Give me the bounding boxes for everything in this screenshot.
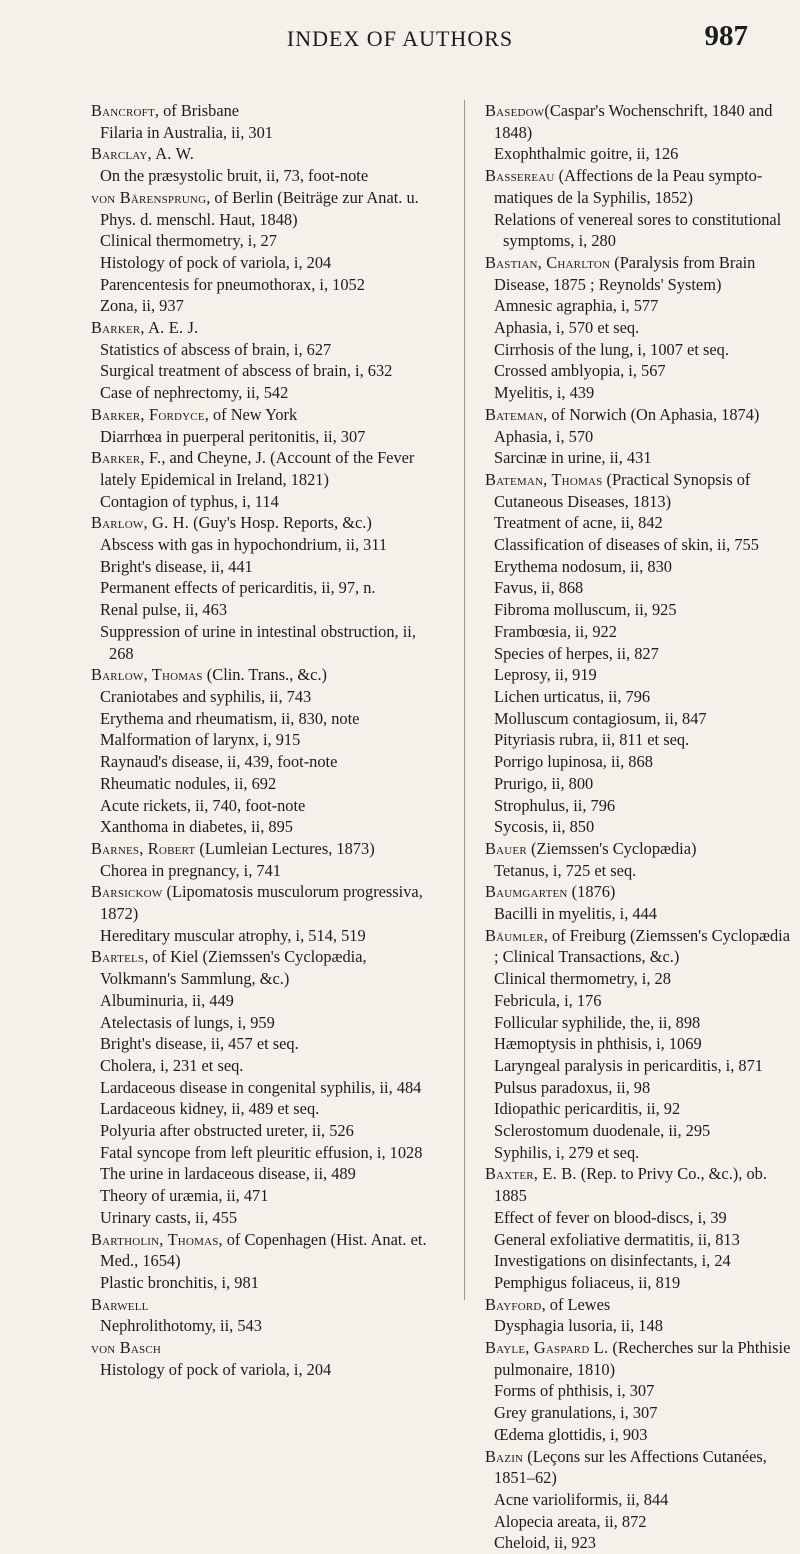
reference-line: Acne varioliformis, ii, 844 xyxy=(494,1490,669,1509)
right-column xyxy=(476,100,794,1554)
reference-line: Exophthalmic goitre, ii, 126 xyxy=(494,144,679,164)
author-name: von Bärensprung xyxy=(91,187,207,207)
author-name: Bassereau xyxy=(485,166,555,186)
reference-line: Erythema and rheumatism, ii, 830, note xyxy=(100,708,360,728)
reference-line: Malformation of larynx, i, 915 xyxy=(100,730,301,750)
author-name: Barker, A. E. J. xyxy=(91,318,199,338)
author-note: , of Norwich (On Aphasia, 1874) xyxy=(543,404,760,424)
author-name: Barker, F. xyxy=(91,448,162,468)
author-note: , and Cheyne, J. (Account of the Fever lately Epidemical in Ireland, 1821) xyxy=(100,448,415,489)
reference-line: Atelectasis of lungs, i, 959 xyxy=(100,1012,275,1032)
reference-line: Filaria in Australia, ii, 301 xyxy=(100,122,273,142)
reference-line: Permanent effects of pericarditis, ii, 97, n. xyxy=(100,578,376,598)
author-note: (Guy's Hosp. Reports, &c.) xyxy=(189,513,372,533)
index-entry xyxy=(476,1294,794,1337)
reference-line: Pityriasis rubra, ii, 811 et seq. xyxy=(494,730,690,750)
reference-line: Sarcinæ in urine, ii, 431 xyxy=(494,448,652,468)
reference-line: Case of nephrectomy, ii, 542 xyxy=(100,383,289,403)
author-name: Basedow xyxy=(485,101,545,120)
reference-line: The urine in lardaceous disease, ii, 489 xyxy=(100,1164,356,1184)
entry-heading xyxy=(476,252,794,295)
author-note: , of Freiburg (Ziemssen's Cyclopædia ; Clinical Transactions, &c.) xyxy=(494,925,790,967)
reference-line: Clinical thermometry, i, 27 xyxy=(100,231,277,251)
entry-heading xyxy=(476,404,794,426)
entry-heading xyxy=(476,1294,794,1316)
entry-heading xyxy=(476,925,794,968)
entry-heading xyxy=(476,469,794,512)
reference-line: Polyuria after obstructed ureter, ii, 526 xyxy=(100,1121,354,1141)
reference-line: Plastic bronchitis, i, 981 xyxy=(100,1272,259,1292)
author-note: (Clin. Trans., &c.) xyxy=(202,665,328,685)
entry-heading xyxy=(82,187,427,230)
index-entry xyxy=(82,838,427,881)
index-entry xyxy=(82,143,427,186)
reference-line: Lardaceous disease in congenital syphilis, ii, 484 xyxy=(100,1077,422,1097)
index-entry xyxy=(82,404,427,447)
reference-line: Contagion of typhus, i, 114 xyxy=(100,491,279,511)
reference-line: Investigations on disinfectants, i, 24 xyxy=(494,1251,731,1271)
entry-heading xyxy=(82,664,427,686)
author-note: , of Brisbane xyxy=(154,101,240,120)
reference-line: Strophulus, ii, 796 xyxy=(494,795,616,815)
reference-line: Relations of venereal sores to constitutional symptoms, i, 280 xyxy=(494,209,782,251)
entry-heading xyxy=(82,447,427,490)
reference-line: Œdema glottidis, i, 903 xyxy=(494,1424,648,1444)
reference-line: Frambœsia, ii, 922 xyxy=(494,621,617,641)
reference-line: Albuminuria, ii, 449 xyxy=(100,990,234,1010)
reference-line: Porrigo lupinosa, ii, 868 xyxy=(494,752,653,772)
author-name: Bauer xyxy=(485,838,527,858)
reference-line: Pulsus paradoxus, ii, 98 xyxy=(494,1077,651,1097)
reference-line: Fatal syncope from left pleuritic effusion, i, 1028 xyxy=(100,1142,423,1162)
reference-line: Syphilis, i, 279 et seq. xyxy=(494,1142,640,1162)
author-name: Bäumler xyxy=(485,925,544,945)
reference-line: Erythema nodosum, ii, 830 xyxy=(494,556,673,576)
left-column xyxy=(82,100,427,1380)
entry-heading xyxy=(476,838,794,860)
entry-heading xyxy=(476,1446,794,1489)
reference-line: Tetanus, i, 725 et seq. xyxy=(494,860,637,880)
index-entry xyxy=(82,664,427,838)
author-note: (Caspar's Wochenschrift, 1840 and 1848) xyxy=(494,101,773,142)
reference-line: Raynaud's disease, ii, 439, foot-note xyxy=(100,752,338,772)
reference-line: Cholera, i, 231 et seq. xyxy=(100,1055,244,1075)
reference-line: Treatment of acne, ii, 842 xyxy=(494,513,663,533)
reference-line: Parencentesis for pneumothorax, i, 1052 xyxy=(100,274,365,294)
author-name: Barclay, A. W. xyxy=(91,144,195,164)
reference-line: Zona, ii, 937 xyxy=(100,296,184,316)
reference-line: Suppression of urine in intestinal obstruction, ii, 268 xyxy=(100,621,416,663)
reference-line: Species of herpes, ii, 827 xyxy=(494,643,659,663)
entry-heading xyxy=(476,100,794,143)
author-note: (Rep. to Privy Co., &c.), ob. 1885 xyxy=(494,1164,767,1206)
entry-heading xyxy=(476,1163,794,1206)
author-name: Barsickow xyxy=(91,882,163,902)
author-note: (1876) xyxy=(567,882,616,902)
reference-line: On the præsystolic bruit, ii, 73, foot-note xyxy=(100,166,369,186)
reference-line: Acute rickets, ii, 740, foot-note xyxy=(100,795,306,815)
author-name: Bartels xyxy=(91,947,145,967)
author-name: Bastian, Charlton xyxy=(485,252,611,272)
author-note: (Affections de la Peau symptomatiques de la Syphilis, 1852) xyxy=(494,166,763,207)
index-entry xyxy=(82,100,427,143)
reference-line: Fibroma molluscum, ii, 925 xyxy=(494,600,677,620)
entry-heading xyxy=(476,165,794,208)
entry-heading xyxy=(82,1294,427,1316)
entry-heading xyxy=(82,100,427,122)
index-entry xyxy=(476,252,794,404)
reference-line: Histology of pock of variola, i, 204 xyxy=(100,1359,332,1379)
reference-line: Theory of uræmia, ii, 471 xyxy=(100,1186,269,1206)
index-entry xyxy=(82,187,427,317)
reference-line: Nephrolithotomy, ii, 543 xyxy=(100,1316,262,1336)
index-entry xyxy=(82,512,427,664)
reference-line: Bacilli in myelitis, i, 444 xyxy=(494,904,657,924)
author-note: (Lumleian Lectures, 1873) xyxy=(195,838,375,858)
author-note: , of Berlin (Beiträge zur Anat. u. Phys. d. menschl. Haut, 1848) xyxy=(100,187,419,229)
reference-line: Alopecia areata, ii, 872 xyxy=(494,1511,647,1531)
index-entry xyxy=(476,838,794,881)
running-title: INDEX OF AUTHORS xyxy=(286,26,514,51)
index-entry xyxy=(82,946,427,1228)
entry-heading xyxy=(82,317,427,339)
reference-line: Aphasia, i, 570 xyxy=(494,426,594,446)
reference-line: Dysphagia lusoria, ii, 148 xyxy=(494,1316,663,1336)
reference-line: Clinical thermometry, i, 28 xyxy=(494,969,671,989)
author-note: (Recherches sur la Phthisie pulmonaire, 1810) xyxy=(494,1338,791,1379)
author-note: , of New York xyxy=(204,404,298,424)
index-entry xyxy=(476,881,794,924)
reference-line: Myelitis, i, 439 xyxy=(494,383,595,403)
author-note: (Lipomatosis musculorum progressiva, 1872) xyxy=(100,882,423,924)
entry-heading xyxy=(82,1229,427,1272)
reference-line: Follicular syphilide, the, ii, 898 xyxy=(494,1012,701,1032)
entry-heading xyxy=(82,881,427,924)
author-note: (Ziemssen's Cyclopædia) xyxy=(526,838,697,858)
reference-line: Prurigo, ii, 800 xyxy=(494,773,594,793)
reference-line: Cirrhosis of the lung, i, 1007 et seq. xyxy=(494,339,729,359)
reference-line: Amnesic agraphia, i, 577 xyxy=(494,296,659,316)
author-name: Baxter, E. B. xyxy=(485,1164,577,1184)
reference-line: Forms of phthisis, i, 307 xyxy=(494,1381,655,1401)
author-name: Bateman, Thomas xyxy=(485,469,603,489)
reference-line: Xanthoma in diabetes, ii, 895 xyxy=(100,817,294,837)
author-name: Bancroft xyxy=(91,101,155,120)
reference-line: Leprosy, ii, 919 xyxy=(494,665,597,685)
author-name: Barwell xyxy=(91,1294,149,1314)
reference-line: Lichen urticatus, ii, 796 xyxy=(494,686,651,706)
index-entry xyxy=(476,1163,794,1293)
author-name: Barker, Fordyce xyxy=(91,404,205,424)
author-name: von Basch xyxy=(91,1338,162,1358)
entry-heading xyxy=(476,881,794,903)
reference-line: Molluscum contagiosum, ii, 847 xyxy=(494,708,707,728)
author-note: (Practical Synopsis of Cutaneous Diseases, 1813) xyxy=(494,469,751,511)
reference-line: Rheumatic nodules, ii, 692 xyxy=(100,773,277,793)
page-header xyxy=(0,20,800,60)
reference-line: Classification of diseases of skin, ii, 755 xyxy=(494,535,759,555)
index-entry xyxy=(476,469,794,838)
index-entry xyxy=(476,165,794,252)
entry-heading xyxy=(82,946,427,989)
reference-line: Urinary casts, ii, 455 xyxy=(100,1207,238,1227)
entry-heading xyxy=(82,404,427,426)
entry-heading xyxy=(82,1337,427,1359)
index-entry xyxy=(476,1446,794,1554)
reference-line: Bright's disease, ii, 457 et seq. xyxy=(100,1034,299,1054)
author-note: , of Kiel (Ziemssen's Cyclopædia, Volkmann's Sammlung, &c.) xyxy=(100,947,367,989)
author-note: (Leçons sur les Affections Cutanées, 1851–62) xyxy=(494,1446,767,1488)
reference-line: Abscess with gas in hypochondrium, ii, 311 xyxy=(100,535,388,555)
index-entry xyxy=(82,1337,427,1380)
reference-line: Grey granulations, i, 307 xyxy=(494,1403,658,1423)
reference-line: Statistics of abscess of brain, i, 627 xyxy=(100,339,332,359)
column-divider xyxy=(464,100,465,1300)
reference-line: Lardaceous kidney, ii, 489 et seq. xyxy=(100,1099,320,1119)
reference-line: Febricula, i, 176 xyxy=(494,990,602,1010)
reference-line: Effect of fever on blood-discs, i, 39 xyxy=(494,1207,727,1227)
index-entry xyxy=(476,1337,794,1446)
reference-line: Craniotabes and syphilis, ii, 743 xyxy=(100,686,312,706)
entry-heading xyxy=(82,143,427,165)
reference-line: Histology of pock of variola, i, 204 xyxy=(100,252,332,272)
author-name: Barlow, G. H. xyxy=(91,513,190,533)
reference-line: Diarrhœa in puerperal peritonitis, ii, 307 xyxy=(100,426,366,446)
reference-line: Laryngeal paralysis in pericarditis, i, 871 xyxy=(494,1055,763,1075)
entry-heading xyxy=(82,838,427,860)
author-note: , of Lewes xyxy=(541,1294,611,1314)
reference-line: Hereditary muscular atrophy, i, 514, 519 xyxy=(100,925,366,945)
reference-line: Favus, ii, 868 xyxy=(494,578,584,598)
index-entry xyxy=(82,317,427,404)
author-name: Bateman xyxy=(485,404,544,424)
reference-line: Chorea in pregnancy, i, 741 xyxy=(100,860,282,880)
author-name: Bayle, Gaspard L. xyxy=(485,1338,609,1358)
author-note: (Paralysis from Brain Disease, 1875 ; Reynolds' System) xyxy=(494,252,756,294)
reference-line: Aphasia, i, 570 et seq. xyxy=(494,318,640,338)
reference-line: Hæmoptysis in phthisis, i, 1069 xyxy=(494,1034,702,1054)
reference-line: Crossed amblyopia, i, 567 xyxy=(494,361,666,381)
author-name: Barnes, Robert xyxy=(91,838,196,858)
index-entry xyxy=(476,100,794,165)
reference-line: Bright's disease, ii, 441 xyxy=(100,556,253,576)
entry-heading xyxy=(82,512,427,534)
reference-line: Cheloid, ii, 923 xyxy=(494,1533,596,1553)
reference-line: Renal pulse, ii, 463 xyxy=(100,600,228,620)
reference-line: General exfoliative dermatitis, ii, 813 xyxy=(494,1229,740,1249)
author-name: Baumgarten xyxy=(485,882,568,902)
index-entry xyxy=(82,881,427,946)
index-entry xyxy=(82,1294,427,1337)
reference-line: Sclerostomum duodenale, ii, 295 xyxy=(494,1121,711,1141)
index-entry xyxy=(476,404,794,469)
entry-heading xyxy=(476,1337,794,1380)
reference-line: Idiopathic pericarditis, ii, 92 xyxy=(494,1099,681,1119)
reference-line: Pemphigus foliaceus, ii, 819 xyxy=(494,1272,681,1292)
index-entry xyxy=(82,447,427,512)
author-name: Barlow, Thomas xyxy=(91,665,203,685)
page-number: 987 xyxy=(704,20,748,52)
index-entry xyxy=(82,1229,427,1294)
reference-line: Surgical treatment of abscess of brain, i, 632 xyxy=(100,361,393,381)
reference-line: Sycosis, ii, 850 xyxy=(494,817,595,837)
author-note: , of Copenhagen (Hist. Anat. et. Med., 1654) xyxy=(100,1229,427,1271)
author-name: Bazin xyxy=(485,1446,524,1466)
index-entry xyxy=(476,925,794,1164)
author-name: Bartholin, Thomas xyxy=(91,1229,219,1249)
author-name: Bayford xyxy=(485,1294,542,1314)
